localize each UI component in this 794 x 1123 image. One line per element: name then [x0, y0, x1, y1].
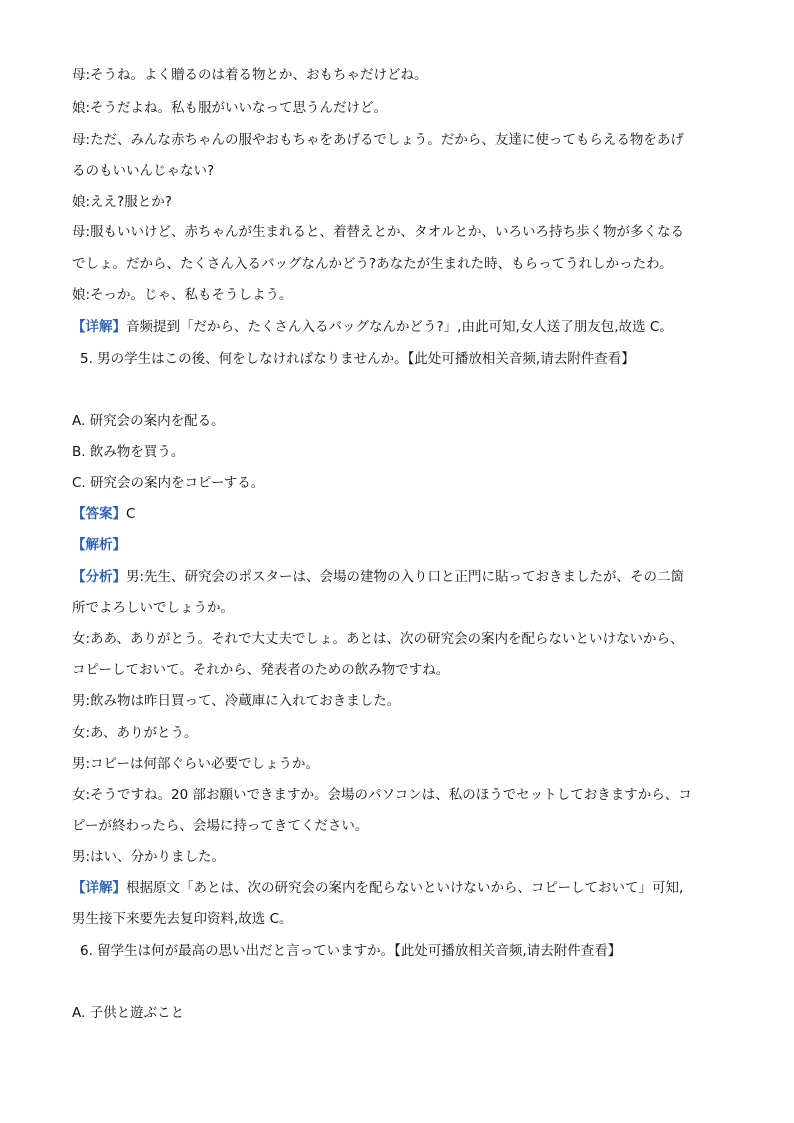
- dialogue-line: でしょ。だから、たくさん入るバッグなんかどう?あなたが生まれた時、もらってうれしかったわ。: [72, 256, 673, 272]
- detail-tag: 【详解】: [72, 880, 126, 896]
- dialogue-line: コピーしておいて。それから、発表者のための飲み物ですね。: [72, 662, 450, 678]
- analysis-text: 男:先生、研究会のポスターは、会場の建物の入り口と正門に貼っておきましたが、その二箇: [126, 569, 685, 585]
- detail-tag: 【详解】: [72, 319, 126, 335]
- answer: [72, 505, 722, 523]
- dialogue-line: 男:コピーは何部ぐらい必要でしょうか。: [72, 756, 320, 772]
- dialogue-line: 男:飲み物は昨日買って、冷蔵庫に入れておきました。: [72, 693, 401, 709]
- dialogue-line: 母:そうね。よく贈るのは着る物とか、おもちゃだけどね。: [72, 67, 428, 83]
- question-6: 6. 留学生は何が最高の思い出だと言っていますか。【此处可播放相关音频,请去附件查看】: [80, 943, 622, 959]
- detail-explanation: [72, 318, 722, 336]
- dialogue-line: るのもいいんじゃない?: [72, 163, 215, 179]
- dialogue-line: 女:あ、ありがとう。: [72, 725, 198, 741]
- dialogue-line: 女:ああ、ありがとう。それで大丈夫でしょ。あとは、次の研究会の案内を配らないといけないから、: [72, 631, 684, 647]
- option-c: C. 研究会の案内をコピーする。: [72, 475, 265, 491]
- dialogue-line: 女:そうですね。20 部お願いできますか。会場のパソコンは、私のほうでセットしておきますから、コ: [72, 787, 692, 803]
- dialogue-line: 母:ただ、みんな赤ちゃんの服やおもちゃをあげるでしょう。だから、友達に使ってもらえる物をあげ: [72, 132, 684, 148]
- dialogue-line: ピーが終わったら、会場に持ってきてください。: [72, 818, 369, 834]
- option-a: A. 研究会の案内を配る。: [72, 413, 225, 429]
- question-5: 5. 男の学生はこの後、何をしなければなりませんか。【此处可播放相关音频,请去附件查看】: [80, 351, 635, 367]
- detail-explanation: [72, 879, 722, 897]
- dialogue-line: 所でよろしいでしょうか。: [72, 600, 234, 616]
- detail-continuation: 男生接下来要先去复印资料,故选 C。: [72, 911, 293, 927]
- dialogue-line: 娘:そうだよね。私も服がいいなって思うんだけど。: [72, 100, 388, 116]
- analysis-sub-tag: 【分析】: [72, 569, 126, 585]
- option-a: A. 子供と遊ぶこと: [72, 1005, 185, 1021]
- answer-value: C: [126, 506, 136, 522]
- detail-text: 音频提到「だから、たくさん入るバッグなんかどう?」,由此可知,女人送了朋友包,故选 C。: [126, 319, 673, 335]
- dialogue-line: 娘:そっか。じゃ、私もそうしよう。: [72, 287, 293, 303]
- dialogue-line: 娘:ええ?服とか?: [72, 194, 172, 210]
- dialogue-line: 男:はい、分かりました。: [72, 849, 226, 865]
- analysis-line: [72, 568, 722, 586]
- analysis-tag: 【解析】: [72, 537, 126, 553]
- dialogue-line: 母:服もいいけど、赤ちゃんが生まれると、着替えとか、タオルとか、いろいろ持ち歩く物が多くなる: [72, 224, 685, 240]
- option-b: B. 飲み物を買う。: [72, 444, 185, 460]
- analysis-heading: [72, 536, 722, 554]
- detail-text: 根据原文「あとは、次の研究会の案内を配らないといけないから、コピーしておいて」可知,: [126, 880, 684, 896]
- answer-tag: 【答案】: [72, 506, 126, 522]
